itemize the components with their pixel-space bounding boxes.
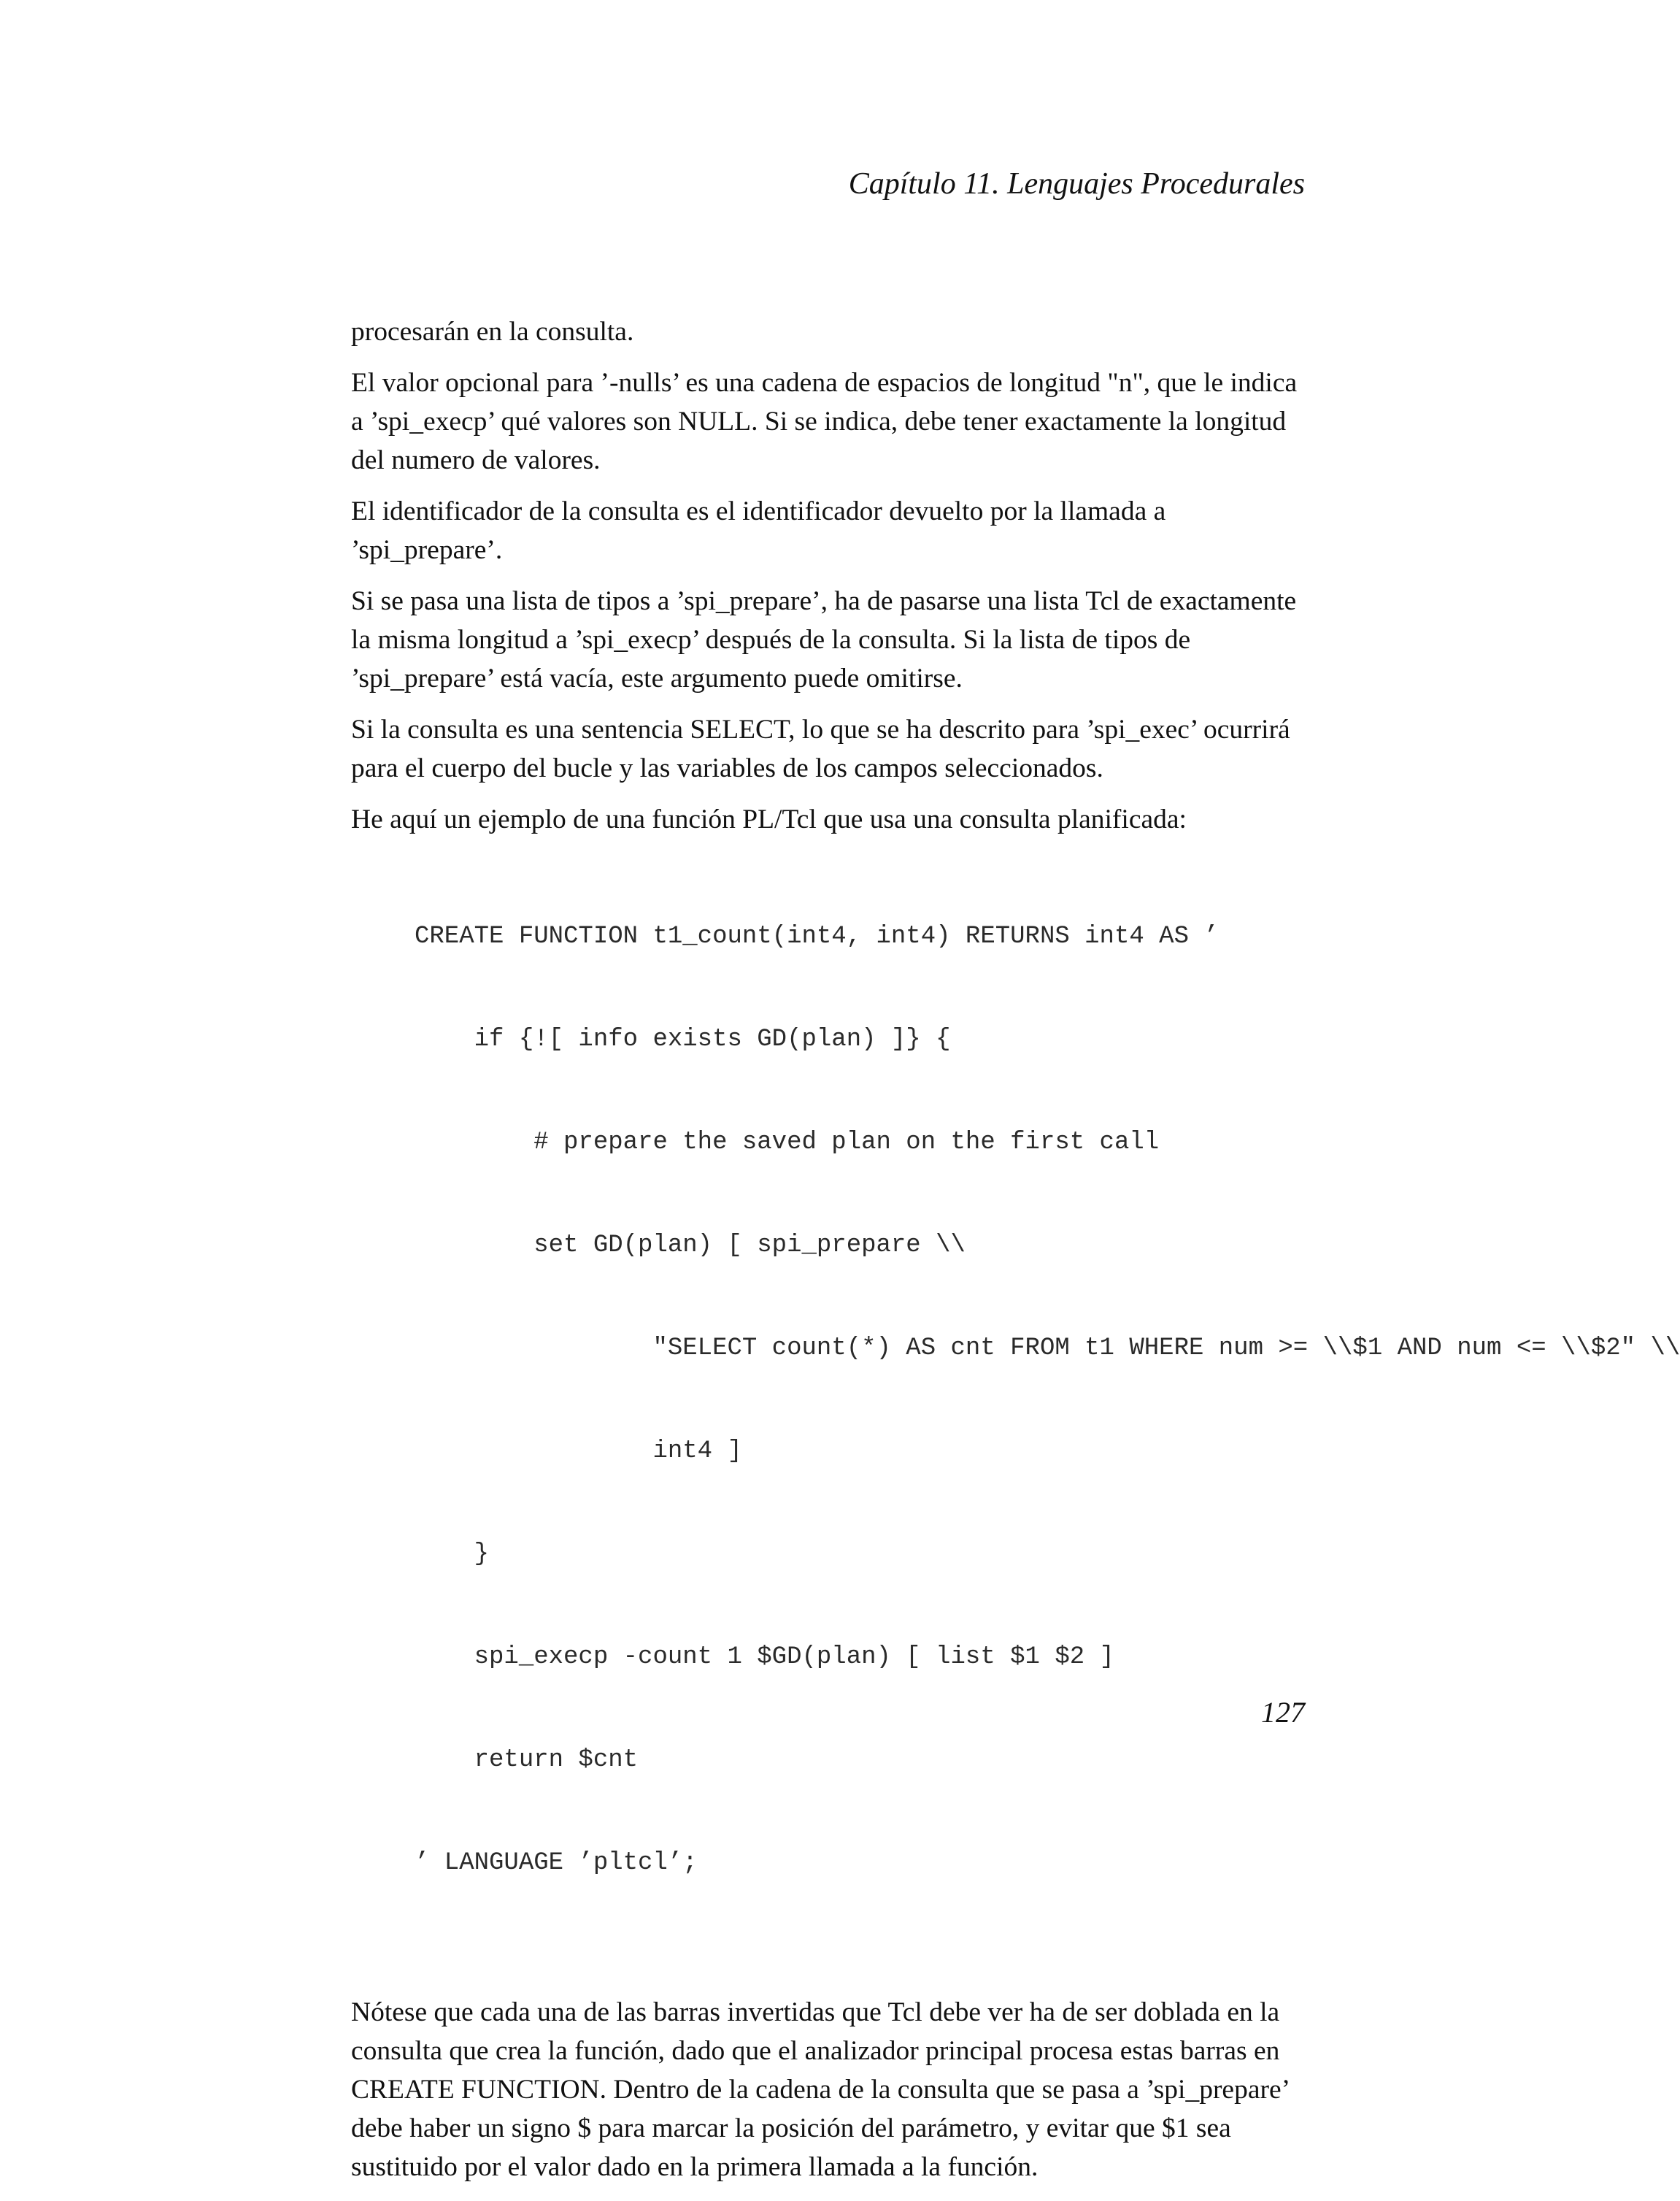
code-line: ’ LANGUAGE ’pltcl’; [415,1849,698,1877]
body-paragraph-5: Si la consulta es una sentencia SELECT, lo que se ha descrito para ’spi_exec’ ocurrirá para el cuerpo del bucle y las variables de los campos seleccionados. [351,715,1290,783]
code-line: if {![ info exists GD(plan) ]} { [415,1026,951,1053]
code-line: int4 ] [415,1437,742,1465]
page-number: 127 [1261,1696,1305,1729]
code-example [415,851,1680,1949]
code-line: } [415,1540,490,1568]
code-line: return $cnt [415,1746,639,1774]
body-paragraph-3: El identificador de la consulta es el identificador devuelto por la llamada a ’spi_prepare’. [351,496,1166,565]
body-paragraph-2: El valor opcional para ’-nulls’ es una cadena de espacios de longitud "n", que le indica a ’spi_execp’ qué valores son NULL. Si se indica, debe tener exactamente la longitud del numero de valores. [351,368,1298,475]
body-paragraph-7: Nótese que cada una de las barras invertidas que Tcl debe ver ha de ser doblada en la consulta que crea la función, dado que el analizador principal procesa estas barras en CREATE FUNCTION. Dentro de la cadena de la consulta que se pasa a ’spi_prepare’ debe haber un signo $ para marcar la posición del parámetro, y evitar que $1 sea sustituido por el valor dado en la primera llamada a la función. [351,1997,1289,2182]
code-example-container [351,851,1680,1949]
code-line: set GD(plan) [ spi_prepare \\ [415,1232,966,1259]
body-paragraph-6: He aquí un ejemplo de una función PL/Tcl que usa una consulta planificada: [351,804,1187,834]
body-paragraph-4: Si se pasa una lista de tipos a ’spi_prepare’, ha de pasarse una lista Tcl de exactamente la misma longitud a ’spi_execp’ después de la consulta. Si la lista de tipos de ’spi_prepare’ está vacía, este argumento puede omitirse. [351,586,1297,694]
code-line: # prepare the saved plan on the first call [415,1129,1160,1156]
code-line: CREATE FUNCTION t1_count(int4, int4) RETURNS int4 AS ’ [415,923,1219,950]
body-paragraph-1: procesarán en la consulta. [351,317,634,347]
running-header: Capítulo 11. Lenguajes Procedurales [848,167,1305,201]
code-line: "SELECT count(*) AS cnt FROM t1 WHERE num >= \\$1 AND num <= \\$2" \\ [415,1334,1680,1362]
page-body [351,312,1680,2199]
code-line: spi_execp -count 1 $GD(plan) [ list $1 $2 ] [415,1643,1114,1671]
